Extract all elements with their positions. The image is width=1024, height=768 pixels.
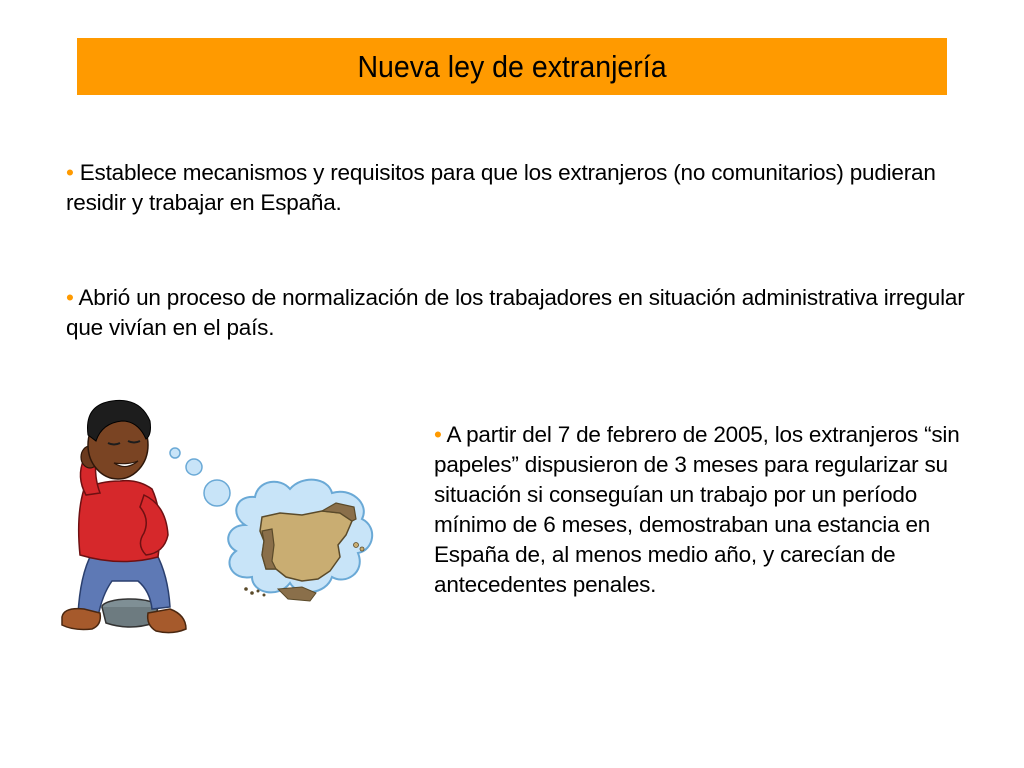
thought-bubble-small xyxy=(170,448,180,458)
bullet-paragraph-2 xyxy=(66,283,966,343)
bullet-marker: • xyxy=(434,422,442,447)
bullet-marker: • xyxy=(66,160,74,185)
man-right-shoe xyxy=(148,609,186,633)
canary-island xyxy=(250,591,254,595)
page-title: Nueva ley de extranjería xyxy=(357,48,667,84)
man-left-shoe xyxy=(62,609,100,630)
canary-island xyxy=(244,587,248,591)
bullet-paragraph-1 xyxy=(66,158,986,218)
canary-island xyxy=(257,590,260,593)
bullet-text-1: Establece mecanismos y requisitos para que los extranjeros (no comunitarios) pudieran residir y trabajar en España. xyxy=(66,160,936,215)
thinking-man-dreaming-of-spain-icon xyxy=(40,385,380,655)
thought-bubble-medium xyxy=(186,459,202,475)
balearic-island xyxy=(354,543,359,548)
balearic-island xyxy=(360,547,364,551)
bullet-marker: • xyxy=(66,285,74,310)
title-bar xyxy=(77,38,947,95)
bullet-text-2: Abrió un proceso de normalización de los trabajadores en situación administrativa irregular que vivían en el país. xyxy=(66,285,965,340)
thought-bubble-large xyxy=(204,480,230,506)
bullet-paragraph-3 xyxy=(434,420,974,600)
canary-island xyxy=(263,594,266,597)
bullet-text-3: A partir del 7 de febrero de 2005, los extranjeros “sin papeles” dispusieron de 3 meses para regularizar su situación si conseguían un trabajo por un período mínimo de 6 meses, demostraban una estancia en España de, al menos medio año, y carecían de antecedentes penales. xyxy=(434,422,960,597)
